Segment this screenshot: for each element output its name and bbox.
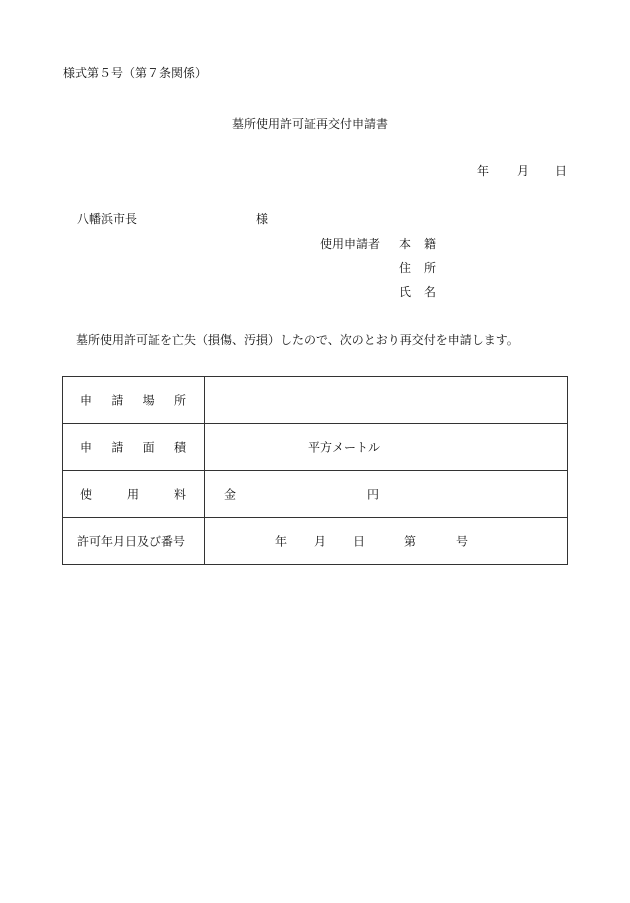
- address-label-char: 所: [424, 261, 437, 275]
- label-char: 場: [142, 393, 155, 408]
- label-char: 使: [80, 487, 93, 502]
- permit-no-prefix: 第: [404, 534, 417, 549]
- form-number: 様式第５号（第７条関係）: [63, 66, 208, 80]
- domicile-label-char: 本: [399, 237, 412, 251]
- permit-month: 月: [314, 534, 327, 549]
- applicant-label: 使用申請者: [320, 237, 381, 251]
- table-row: [63, 377, 568, 424]
- label-cell-fee: [63, 471, 205, 518]
- value-cell-area[interactable]: [205, 424, 568, 471]
- label-char: 積: [173, 440, 186, 455]
- date-year: 年: [477, 164, 490, 178]
- permit-no-suffix: 号: [456, 534, 469, 549]
- name-label-char: 氏: [399, 285, 412, 299]
- label-cell-area: [63, 424, 205, 471]
- domicile-label-char: 籍: [424, 237, 437, 251]
- label-cell-permit: [63, 518, 205, 565]
- label-char: 請: [111, 440, 124, 455]
- address-label-char: 住: [399, 261, 412, 275]
- label-char: 申: [80, 440, 93, 455]
- value-cell-permit[interactable]: [205, 518, 568, 565]
- fee-unit: 円: [367, 487, 380, 502]
- permit-label: 許可年月日及び番号: [77, 534, 186, 549]
- label-char: 申: [80, 393, 93, 408]
- label-cell-location: [63, 377, 205, 424]
- name-label-char: 名: [424, 285, 437, 299]
- value-cell-fee[interactable]: [205, 471, 568, 518]
- label-char: 所: [173, 393, 186, 408]
- addressee-name: 八幡浜市長: [77, 212, 138, 226]
- fee-prefix: 金: [224, 487, 237, 502]
- application-table: [62, 376, 568, 565]
- label-char: 料: [173, 487, 186, 502]
- table-row: [63, 471, 568, 518]
- document-title: 墓所使用許可証再交付申請書: [232, 117, 389, 131]
- label-char: 面: [142, 440, 155, 455]
- table-row: [63, 424, 568, 471]
- date-month: 月: [517, 164, 530, 178]
- date-day: 日: [555, 164, 568, 178]
- label-char: 用: [126, 487, 139, 502]
- permit-year: 年: [275, 534, 288, 549]
- permit-day: 日: [353, 534, 366, 549]
- label-char: 請: [111, 393, 124, 408]
- table-row: [63, 518, 568, 565]
- value-cell-location[interactable]: [205, 377, 568, 424]
- body-text: 墓所使用許可証を亡失（損傷、汚損）したので、次のとおり再交付を申請します。: [76, 333, 519, 347]
- addressee-honorific: 様: [256, 212, 269, 226]
- area-unit: 平方メートル: [308, 440, 381, 455]
